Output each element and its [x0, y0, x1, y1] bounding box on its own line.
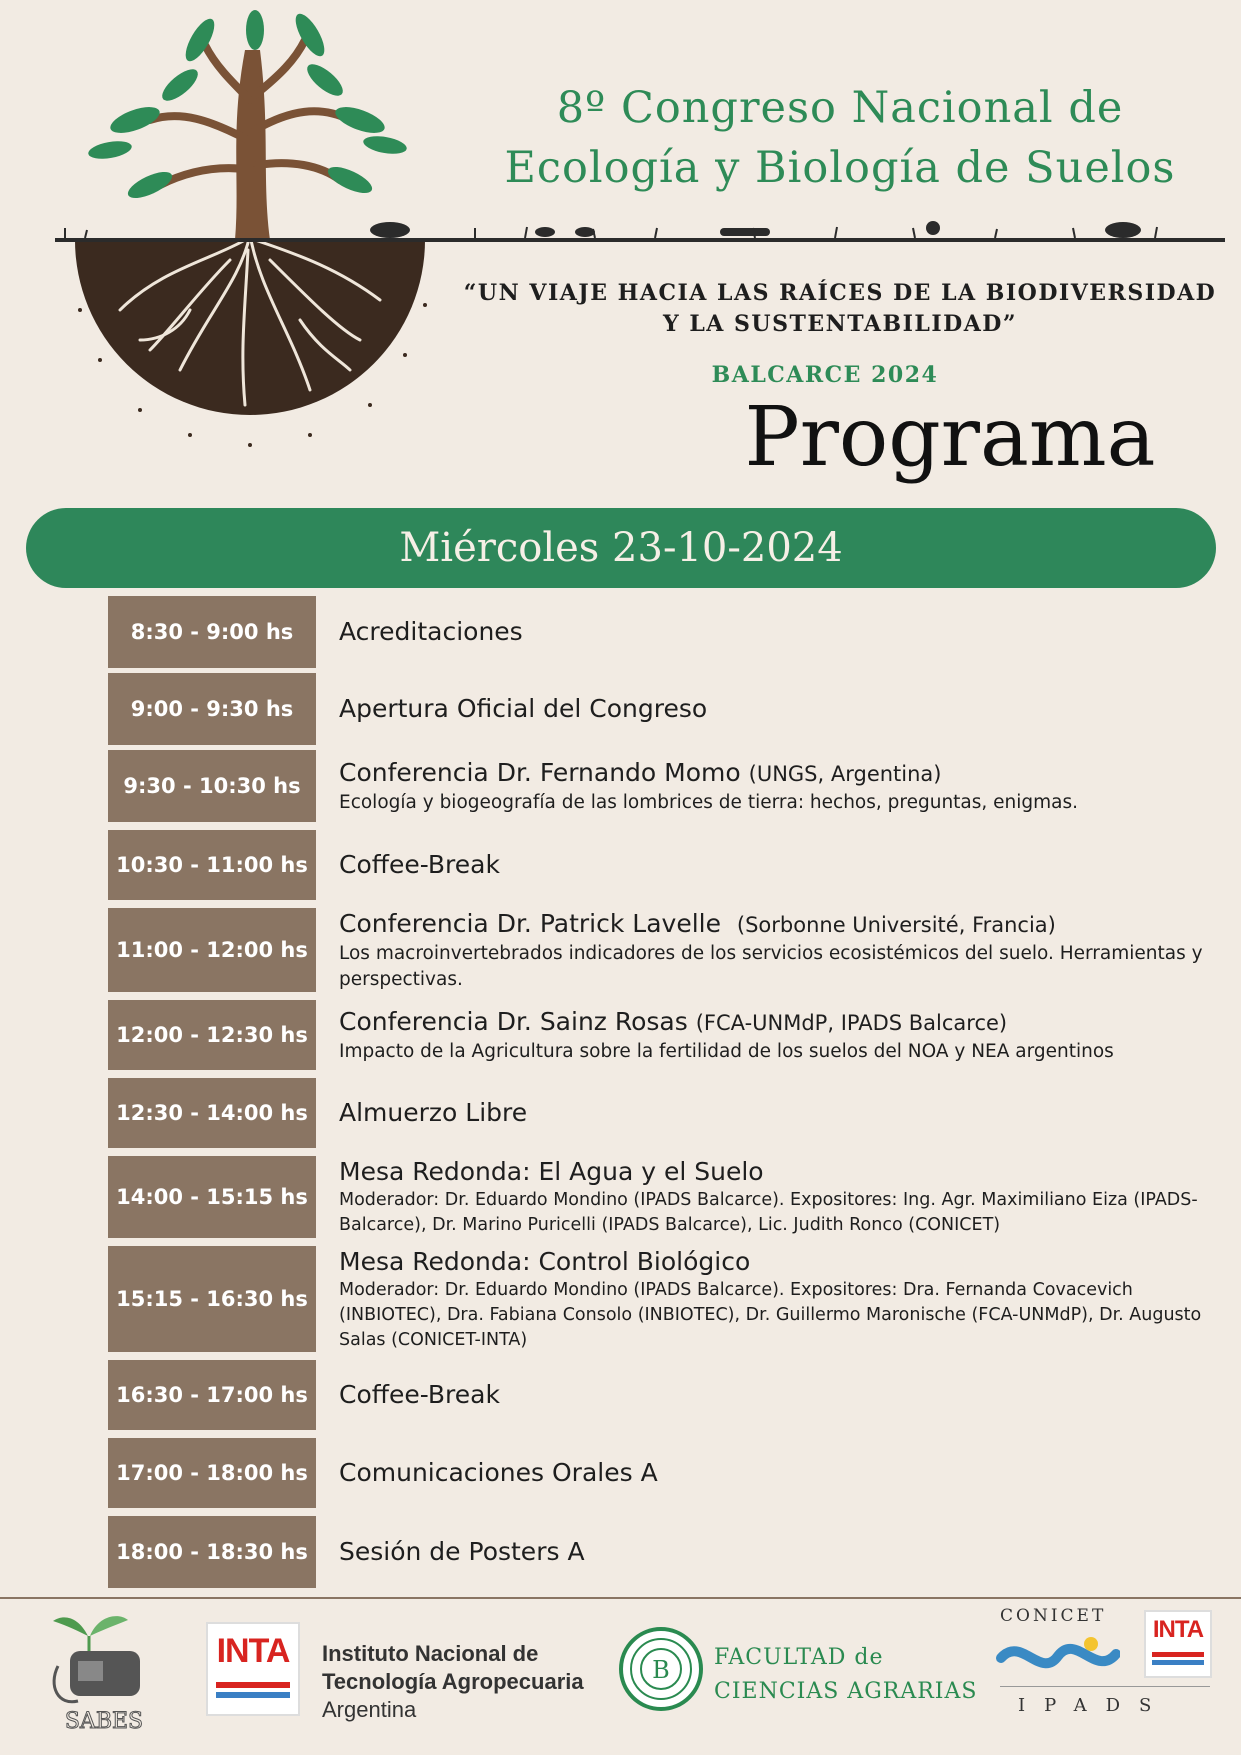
- fca-name: [714, 1641, 977, 1709]
- session-title: Conferencia Dr. Sainz Rosas: [339, 1006, 688, 1036]
- inta-small-logo: [1144, 1610, 1212, 1678]
- session-description: Moderador: Dr. Eduardo Mondino (IPADS Balcarce). Expositores: Dra. Fernanda Covacevich (INBIOTEC), Dra. Fabiana Consolo (INBIOTEC), Dr. Guillermo Maronische (FCA-UNMdP), Dr. Augusto Salas (CONICET-INTA): [339, 1279, 1202, 1350]
- conicet-logo: [996, 1630, 1120, 1682]
- session-title: Mesa Redonda: El Agua y el Suelo: [339, 1157, 764, 1186]
- time-slot: 16:30 - 17:00 hs: [108, 1360, 316, 1430]
- session-title: Apertura Oficial del Congreso: [339, 694, 708, 723]
- svg-text:B: B: [652, 1656, 670, 1684]
- session-affiliation: (FCA-UNMdP, IPADS Balcarce): [695, 1010, 1008, 1035]
- fca-line-1: FACULTAD de: [714, 1645, 884, 1670]
- schedule-row: [108, 1516, 1208, 1588]
- conicet-logo-text: CONICET: [1000, 1606, 1107, 1626]
- session-affiliation: (Sorbonne Université, Francia): [736, 912, 1056, 937]
- schedule-row: [108, 1000, 1208, 1070]
- day-label: Miércoles 23-10-2024: [399, 525, 843, 571]
- session-title: Coffee-Break: [339, 850, 500, 879]
- session-title: Almuerzo Libre: [339, 1098, 528, 1127]
- inta-name-line-2: Tecnología Agropecuaria: [322, 1669, 584, 1694]
- session-description: Moderador: Dr. Eduardo Mondino (IPADS Balcarce). Expositores: Ing. Agr. Maximiliano Eiza (IPADS-Balcarce), Dr. Marino Puricelli (IPADS Balcarce), Lic. Judith Ronco (CONICET): [339, 1190, 1198, 1235]
- time-slot: 9:30 - 10:30 hs: [108, 750, 316, 822]
- time-slot: 12:00 - 12:30 hs: [108, 1000, 316, 1070]
- title-line-1: 8º Congreso Nacional de: [556, 83, 1124, 133]
- inta-logo-text: INTA: [216, 1632, 290, 1670]
- schedule-row: [108, 1156, 1208, 1238]
- session-title: Conferencia Dr. Patrick Lavelle: [339, 908, 721, 938]
- time-slot: 8:30 - 9:00 hs: [108, 596, 316, 668]
- day-banner: [26, 508, 1216, 588]
- motto: [460, 278, 1220, 340]
- motto-line-1: “UN VIAJE HACIA LAS RAÍCES DE LA BIODIVERSIDAD: [463, 280, 1217, 306]
- time-slot: 18:00 - 18:30 hs: [108, 1516, 316, 1588]
- session-description: Impacto de la Agricultura sobre la fertilidad de los suelos del NOA y NEA argentinos: [339, 1040, 1114, 1062]
- session-title: Conferencia Dr. Fernando Momo: [339, 757, 741, 787]
- session-description: Los macroinvertebrados indicadores de los servicios ecosistémicos del suelo. Herramientas y perspectivas.: [339, 942, 1203, 990]
- ground-line: [55, 200, 1225, 260]
- time-slot: 12:30 - 14:00 hs: [108, 1078, 316, 1148]
- time-slot: 10:30 - 11:00 hs: [108, 830, 316, 900]
- edition: BALCARCE 2024: [711, 362, 939, 388]
- session-title: Sesión de Posters A: [339, 1537, 585, 1566]
- inta-name: [322, 1640, 584, 1724]
- session-title: Mesa Redonda: Control Biológico: [339, 1246, 751, 1276]
- footer-divider: [0, 1597, 1241, 1599]
- title-line-2: Ecología y Biología de Suelos: [504, 143, 1176, 193]
- session-description: Ecología y biogeografía de las lombrices de tierra: hechos, preguntas, enigmas.: [339, 791, 1079, 813]
- schedule-row: [108, 1360, 1208, 1430]
- ipads-logo-text: IPADS: [1018, 1695, 1171, 1716]
- schedule-row: [108, 1078, 1208, 1148]
- sabes-logo-text: SABES: [64, 1709, 144, 1734]
- inta-small-logo-text: INTA: [1152, 1616, 1204, 1643]
- sabes-logo: [48, 1606, 160, 1736]
- schedule-row: [108, 830, 1208, 900]
- fca-seal-logo: [618, 1626, 704, 1712]
- time-slot: 17:00 - 18:00 hs: [108, 1438, 316, 1508]
- fca-line-2: CIENCIAS AGRARIAS: [714, 1679, 978, 1704]
- session-title: Coffee-Break: [339, 1380, 500, 1409]
- schedule-row: [108, 750, 1208, 822]
- time-slot: 14:00 - 15:15 hs: [108, 1156, 316, 1238]
- schedule-row: [108, 596, 1208, 668]
- motto-line-2: Y LA SUSTENTABILIDAD”: [662, 311, 1018, 337]
- schedule-row: [108, 1246, 1208, 1352]
- time-slot: 15:15 - 16:30 hs: [108, 1246, 316, 1352]
- inta-logo: [206, 1622, 300, 1716]
- schedule-row: [108, 908, 1208, 992]
- session-title: Acreditaciones: [339, 617, 523, 646]
- schedule-row: [108, 673, 1208, 745]
- inta-name-line-3: Argentina: [322, 1697, 417, 1722]
- congress-title: [470, 78, 1210, 198]
- inta-name-line-1: Instituto Nacional de: [322, 1641, 539, 1666]
- page-title: Programa: [744, 390, 1156, 485]
- session-title: Comunicaciones Orales A: [339, 1458, 658, 1487]
- time-slot: 9:00 - 9:30 hs: [108, 673, 316, 745]
- schedule-row: [108, 1438, 1208, 1508]
- time-slot: 11:00 - 12:00 hs: [108, 908, 316, 992]
- session-affiliation: (UNGS, Argentina): [748, 761, 942, 786]
